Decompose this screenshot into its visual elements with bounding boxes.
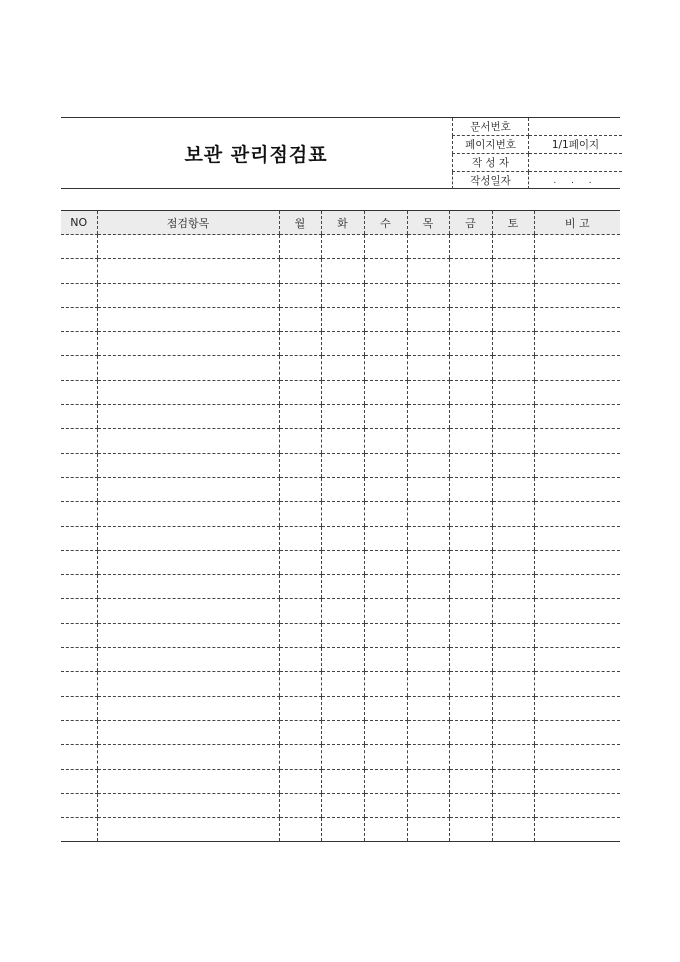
table-cell[interactable] xyxy=(61,356,97,380)
table-cell[interactable] xyxy=(364,769,407,793)
table-cell[interactable] xyxy=(492,259,534,283)
table-cell[interactable] xyxy=(534,623,620,647)
table-cell[interactable] xyxy=(449,332,492,356)
table-cell[interactable] xyxy=(364,818,407,842)
table-cell[interactable] xyxy=(492,283,534,307)
table-cell[interactable] xyxy=(279,380,321,404)
table-cell[interactable] xyxy=(97,818,279,842)
table-cell[interactable] xyxy=(321,550,364,574)
table-cell[interactable] xyxy=(534,307,620,331)
table-cell[interactable] xyxy=(97,745,279,769)
table-cell[interactable] xyxy=(279,502,321,526)
table-cell[interactable] xyxy=(364,356,407,380)
meta-value[interactable] xyxy=(529,154,623,172)
table-cell[interactable] xyxy=(492,235,534,259)
table-cell[interactable] xyxy=(97,380,279,404)
table-row xyxy=(61,307,620,331)
table-cell[interactable] xyxy=(534,453,620,477)
table-cell[interactable] xyxy=(279,623,321,647)
column-header-thu: 목 xyxy=(407,211,449,235)
table-cell[interactable] xyxy=(364,672,407,696)
table-cell[interactable] xyxy=(97,720,279,744)
inspection-table xyxy=(61,210,620,842)
table-cell[interactable] xyxy=(364,720,407,744)
table-cell[interactable] xyxy=(534,405,620,429)
meta-label: 작성일자 xyxy=(453,172,529,190)
table-cell[interactable] xyxy=(364,648,407,672)
meta-value[interactable]: . . . xyxy=(553,175,598,186)
table-cell[interactable] xyxy=(279,453,321,477)
table-cell[interactable] xyxy=(492,623,534,647)
table-cell[interactable] xyxy=(407,356,449,380)
table-cell[interactable] xyxy=(279,720,321,744)
table-cell[interactable] xyxy=(321,720,364,744)
table-cell[interactable] xyxy=(492,575,534,599)
table-cell[interactable] xyxy=(321,429,364,453)
table-cell[interactable] xyxy=(97,332,279,356)
table-cell[interactable] xyxy=(279,793,321,817)
table-cell[interactable] xyxy=(534,356,620,380)
table-cell[interactable] xyxy=(449,672,492,696)
table-cell[interactable] xyxy=(407,720,449,744)
table-cell[interactable] xyxy=(61,672,97,696)
table-row xyxy=(61,550,620,574)
table-cell[interactable] xyxy=(364,283,407,307)
table-cell[interactable] xyxy=(364,235,407,259)
table-cell[interactable] xyxy=(321,648,364,672)
table-cell[interactable] xyxy=(97,429,279,453)
table-cell[interactable] xyxy=(97,526,279,550)
table-cell[interactable] xyxy=(279,575,321,599)
table-cell[interactable] xyxy=(492,720,534,744)
table-cell[interactable] xyxy=(97,356,279,380)
table-cell[interactable] xyxy=(97,793,279,817)
table-cell[interactable] xyxy=(449,720,492,744)
table-cell[interactable] xyxy=(321,502,364,526)
meta-row-doc-number xyxy=(453,118,623,136)
table-cell[interactable] xyxy=(61,332,97,356)
table-cell[interactable] xyxy=(534,745,620,769)
table-cell[interactable] xyxy=(97,502,279,526)
table-cell[interactable] xyxy=(449,769,492,793)
table-cell[interactable] xyxy=(321,696,364,720)
table-cell[interactable] xyxy=(492,599,534,623)
table-cell[interactable] xyxy=(407,502,449,526)
table-cell[interactable] xyxy=(321,356,364,380)
table-row xyxy=(61,332,620,356)
table-cell[interactable] xyxy=(364,550,407,574)
table-cell[interactable] xyxy=(61,550,97,574)
table-cell[interactable] xyxy=(61,235,97,259)
table-cell[interactable] xyxy=(364,259,407,283)
table-cell[interactable] xyxy=(534,818,620,842)
table-cell[interactable] xyxy=(97,235,279,259)
table-cell[interactable] xyxy=(364,599,407,623)
table-cell[interactable] xyxy=(321,405,364,429)
meta-label: 작 성 자 xyxy=(453,154,529,172)
table-cell[interactable] xyxy=(534,235,620,259)
table-cell[interactable] xyxy=(534,720,620,744)
table-cell[interactable] xyxy=(279,356,321,380)
table-cell[interactable] xyxy=(407,332,449,356)
table-cell[interactable] xyxy=(321,623,364,647)
table-row xyxy=(61,429,620,453)
table-row xyxy=(61,526,620,550)
table-cell[interactable] xyxy=(279,696,321,720)
table-cell[interactable] xyxy=(61,380,97,404)
table-cell[interactable] xyxy=(492,307,534,331)
table-cell[interactable] xyxy=(449,283,492,307)
table-cell[interactable] xyxy=(279,477,321,501)
table-cell[interactable] xyxy=(492,526,534,550)
column-header-fri: 금 xyxy=(449,211,492,235)
table-cell[interactable] xyxy=(534,283,620,307)
table-cell[interactable] xyxy=(97,307,279,331)
meta-label: 페이지번호 xyxy=(453,136,529,154)
table-row xyxy=(61,575,620,599)
table-cell[interactable] xyxy=(492,502,534,526)
table-cell[interactable] xyxy=(279,307,321,331)
table-cell[interactable] xyxy=(407,672,449,696)
table-cell[interactable] xyxy=(407,283,449,307)
table-cell[interactable] xyxy=(407,429,449,453)
table-cell[interactable] xyxy=(449,575,492,599)
table-cell[interactable] xyxy=(364,380,407,404)
table-cell[interactable] xyxy=(321,332,364,356)
table-cell[interactable] xyxy=(97,550,279,574)
table-cell[interactable] xyxy=(321,745,364,769)
table-cell[interactable] xyxy=(97,405,279,429)
column-header-no: NO xyxy=(61,211,97,235)
table-cell[interactable] xyxy=(364,405,407,429)
table-cell[interactable] xyxy=(534,793,620,817)
table-cell[interactable] xyxy=(279,259,321,283)
table-cell[interactable] xyxy=(449,793,492,817)
table-cell[interactable] xyxy=(407,380,449,404)
table-cell[interactable] xyxy=(407,235,449,259)
table-row xyxy=(61,793,620,817)
table-cell[interactable] xyxy=(279,283,321,307)
table-row xyxy=(61,769,620,793)
table-cell[interactable] xyxy=(97,696,279,720)
table-row xyxy=(61,477,620,501)
table-cell[interactable] xyxy=(321,793,364,817)
table-body xyxy=(61,235,620,842)
table-cell[interactable] xyxy=(407,307,449,331)
table-cell[interactable] xyxy=(534,502,620,526)
table-cell[interactable] xyxy=(321,235,364,259)
table-cell[interactable] xyxy=(534,575,620,599)
table-cell[interactable] xyxy=(321,575,364,599)
table-cell[interactable] xyxy=(449,477,492,501)
column-header-wed: 수 xyxy=(364,211,407,235)
table-cell[interactable] xyxy=(97,575,279,599)
table-cell[interactable] xyxy=(407,623,449,647)
table-cell[interactable] xyxy=(97,453,279,477)
table-cell[interactable] xyxy=(97,648,279,672)
table-cell[interactable] xyxy=(61,745,97,769)
column-header-sat: 토 xyxy=(492,211,534,235)
table-cell[interactable] xyxy=(97,259,279,283)
table-cell[interactable] xyxy=(61,477,97,501)
meta-row-date xyxy=(453,172,623,190)
table-row xyxy=(61,720,620,744)
table-cell[interactable] xyxy=(534,429,620,453)
table-cell[interactable] xyxy=(321,818,364,842)
table-cell[interactable] xyxy=(449,259,492,283)
table-cell[interactable] xyxy=(279,405,321,429)
table-cell[interactable] xyxy=(321,769,364,793)
meta-value[interactable]: 1/1페이지 xyxy=(529,136,623,154)
table-cell[interactable] xyxy=(61,526,97,550)
table-cell[interactable] xyxy=(449,648,492,672)
table-row xyxy=(61,356,620,380)
table-cell[interactable] xyxy=(279,550,321,574)
table-cell[interactable] xyxy=(492,818,534,842)
table-cell[interactable] xyxy=(407,745,449,769)
table-cell[interactable] xyxy=(449,818,492,842)
table-cell[interactable] xyxy=(279,526,321,550)
table-cell[interactable] xyxy=(407,453,449,477)
table-cell[interactable] xyxy=(449,526,492,550)
table-cell[interactable] xyxy=(534,696,620,720)
table-row xyxy=(61,502,620,526)
table-cell[interactable] xyxy=(449,453,492,477)
table-cell[interactable] xyxy=(61,575,97,599)
table-row xyxy=(61,259,620,283)
table-cell[interactable] xyxy=(364,623,407,647)
table-cell[interactable] xyxy=(449,696,492,720)
table-cell[interactable] xyxy=(61,259,97,283)
table-cell[interactable] xyxy=(321,477,364,501)
column-header-remarks: 비 고 xyxy=(534,211,620,235)
table-cell[interactable] xyxy=(61,623,97,647)
table-cell[interactable] xyxy=(97,477,279,501)
table-cell[interactable] xyxy=(321,259,364,283)
table-cell[interactable] xyxy=(279,429,321,453)
table-cell[interactable] xyxy=(321,599,364,623)
table-cell[interactable] xyxy=(61,429,97,453)
table-cell[interactable] xyxy=(449,429,492,453)
table-cell[interactable] xyxy=(364,745,407,769)
table-cell[interactable] xyxy=(364,307,407,331)
table-cell[interactable] xyxy=(61,502,97,526)
table-cell[interactable] xyxy=(407,526,449,550)
table-row xyxy=(61,696,620,720)
table-row xyxy=(61,599,620,623)
table-cell[interactable] xyxy=(407,550,449,574)
table-row xyxy=(61,672,620,696)
table-cell[interactable] xyxy=(407,793,449,817)
table-cell[interactable] xyxy=(279,599,321,623)
table-cell[interactable] xyxy=(407,696,449,720)
table-cell[interactable] xyxy=(321,307,364,331)
table-cell[interactable] xyxy=(61,307,97,331)
table-cell[interactable] xyxy=(534,599,620,623)
meta-label: 문서번호 xyxy=(453,118,529,136)
table-cell[interactable] xyxy=(407,648,449,672)
meta-value[interactable] xyxy=(529,118,623,136)
table-cell[interactable] xyxy=(364,575,407,599)
table-cell[interactable] xyxy=(364,793,407,817)
table-cell[interactable] xyxy=(449,623,492,647)
table-cell[interactable] xyxy=(407,575,449,599)
table-cell[interactable] xyxy=(534,769,620,793)
table-cell[interactable] xyxy=(61,648,97,672)
table-cell[interactable] xyxy=(534,259,620,283)
table-cell[interactable] xyxy=(407,477,449,501)
table-cell[interactable] xyxy=(449,599,492,623)
table-cell[interactable] xyxy=(534,380,620,404)
table-row xyxy=(61,453,620,477)
table-cell[interactable] xyxy=(364,332,407,356)
table-cell[interactable] xyxy=(449,307,492,331)
table-row xyxy=(61,235,620,259)
meta-row-page-number xyxy=(453,136,623,154)
table-cell[interactable] xyxy=(321,283,364,307)
table-cell[interactable] xyxy=(449,550,492,574)
table-row xyxy=(61,745,620,769)
table-cell[interactable] xyxy=(492,356,534,380)
table-cell[interactable] xyxy=(364,526,407,550)
table-cell[interactable] xyxy=(97,623,279,647)
table-cell[interactable] xyxy=(97,672,279,696)
document-meta-table xyxy=(452,118,622,189)
table-cell[interactable] xyxy=(534,550,620,574)
table-cell[interactable] xyxy=(449,356,492,380)
table-cell[interactable] xyxy=(321,526,364,550)
table-cell[interactable] xyxy=(492,332,534,356)
table-cell[interactable] xyxy=(61,696,97,720)
meta-row-author xyxy=(453,154,623,172)
table-cell[interactable] xyxy=(279,235,321,259)
column-header-mon: 월 xyxy=(279,211,321,235)
table-cell[interactable] xyxy=(321,380,364,404)
table-cell[interactable] xyxy=(492,696,534,720)
table-row xyxy=(61,648,620,672)
table-cell[interactable] xyxy=(97,283,279,307)
table-cell[interactable] xyxy=(407,259,449,283)
table-header-row xyxy=(61,211,620,235)
table-cell[interactable] xyxy=(279,648,321,672)
table-cell[interactable] xyxy=(492,648,534,672)
table-row xyxy=(61,405,620,429)
table-cell[interactable] xyxy=(97,599,279,623)
table-cell[interactable] xyxy=(492,769,534,793)
table-cell[interactable] xyxy=(534,526,620,550)
table-cell[interactable] xyxy=(61,283,97,307)
table-row xyxy=(61,818,620,842)
table-row xyxy=(61,623,620,647)
table-row xyxy=(61,283,620,307)
table-cell[interactable] xyxy=(279,818,321,842)
table-cell[interactable] xyxy=(492,405,534,429)
table-cell[interactable] xyxy=(407,818,449,842)
table-cell[interactable] xyxy=(534,477,620,501)
table-cell[interactable] xyxy=(61,769,97,793)
table-cell[interactable] xyxy=(449,380,492,404)
table-cell[interactable] xyxy=(61,405,97,429)
table-cell[interactable] xyxy=(492,453,534,477)
table-cell[interactable] xyxy=(449,405,492,429)
table-cell[interactable] xyxy=(61,793,97,817)
table-cell[interactable] xyxy=(407,769,449,793)
table-cell[interactable] xyxy=(492,550,534,574)
table-cell[interactable] xyxy=(492,429,534,453)
table-cell[interactable] xyxy=(492,672,534,696)
table-cell[interactable] xyxy=(279,745,321,769)
table-cell[interactable] xyxy=(407,599,449,623)
table-cell[interactable] xyxy=(364,453,407,477)
column-header-tue: 화 xyxy=(321,211,364,235)
table-cell[interactable] xyxy=(279,672,321,696)
table-cell[interactable] xyxy=(61,599,97,623)
table-cell[interactable] xyxy=(449,745,492,769)
table-row xyxy=(61,380,620,404)
table-cell[interactable] xyxy=(321,453,364,477)
table-cell[interactable] xyxy=(61,818,97,842)
table-cell[interactable] xyxy=(61,720,97,744)
table-cell[interactable] xyxy=(534,332,620,356)
table-cell[interactable] xyxy=(492,745,534,769)
table-cell[interactable] xyxy=(364,502,407,526)
table-cell[interactable] xyxy=(492,793,534,817)
table-cell[interactable] xyxy=(61,453,97,477)
table-cell[interactable] xyxy=(321,672,364,696)
table-cell[interactable] xyxy=(407,405,449,429)
table-cell[interactable] xyxy=(449,235,492,259)
table-cell[interactable] xyxy=(97,769,279,793)
document-header xyxy=(61,117,620,189)
table-cell[interactable] xyxy=(492,380,534,404)
table-cell[interactable] xyxy=(492,477,534,501)
table-cell[interactable] xyxy=(279,769,321,793)
table-cell[interactable] xyxy=(534,648,620,672)
page-title: 보관 관리점검표 xyxy=(184,143,328,166)
table-cell[interactable] xyxy=(449,502,492,526)
table-cell[interactable] xyxy=(534,672,620,696)
table-cell[interactable] xyxy=(279,332,321,356)
table-cell[interactable] xyxy=(364,429,407,453)
column-header-item: 점검항목 xyxy=(97,211,279,235)
table-cell[interactable] xyxy=(364,477,407,501)
table-cell[interactable] xyxy=(364,696,407,720)
